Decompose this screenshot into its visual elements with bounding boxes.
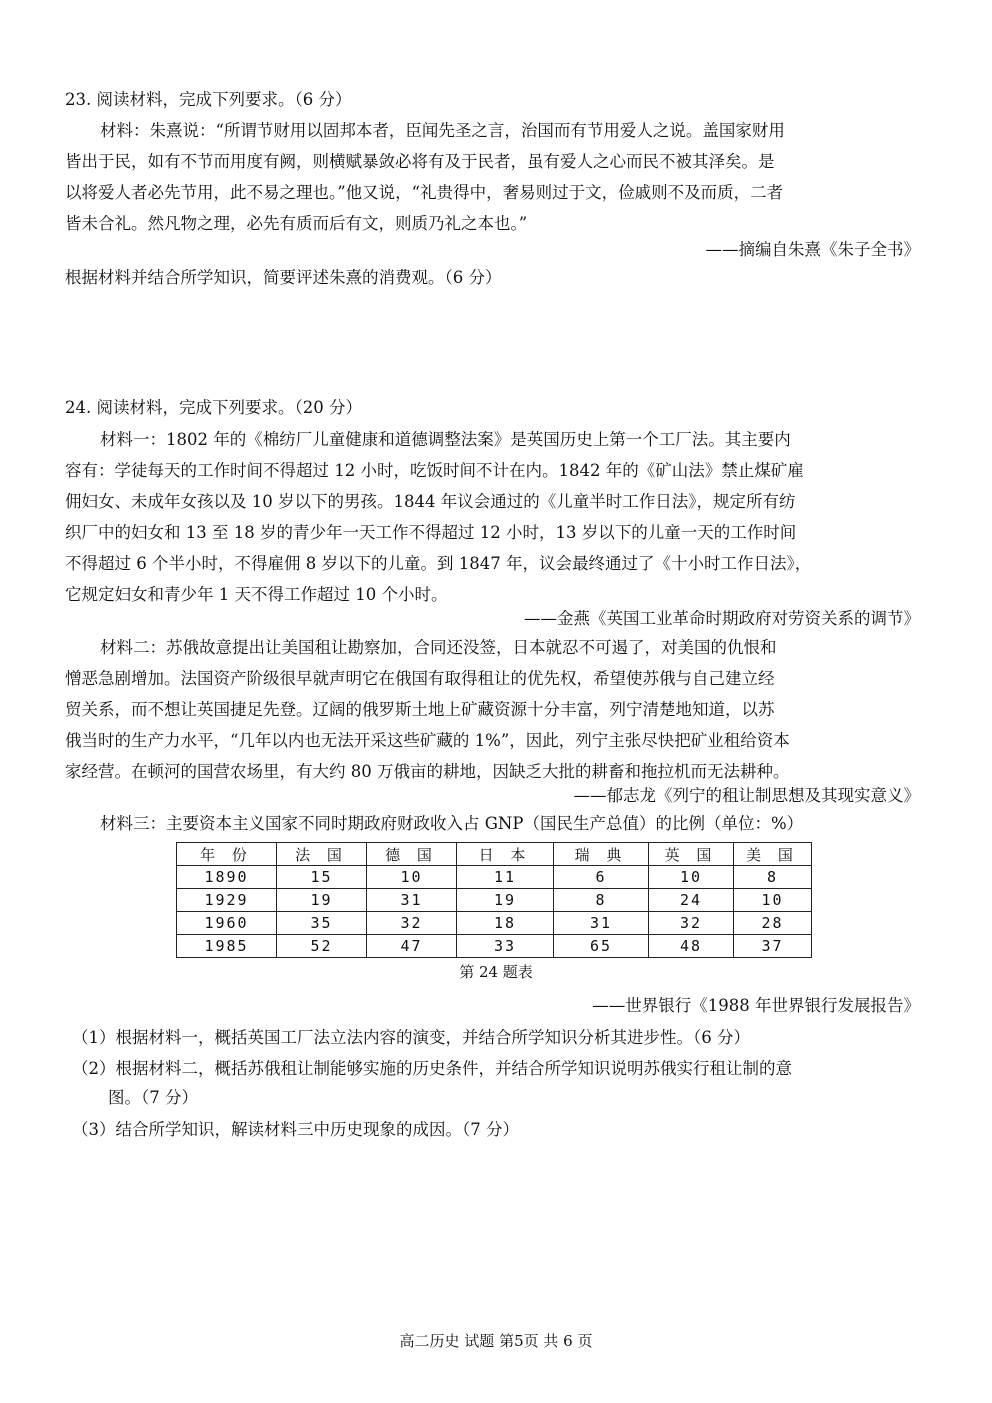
table-cell: 37 <box>734 935 812 958</box>
table-cell: 32 <box>649 912 734 935</box>
table-cell: 19 <box>457 889 554 912</box>
q24-m2-line-4: 俄当时的生产力水平，“几年以内也无法开采这些矿藏的 1%”，因此，列宁主张尽快把矿业租给资本 <box>65 731 790 750</box>
table-row <box>177 912 812 935</box>
table-cell: 33 <box>457 935 554 958</box>
table-cell: 19 <box>277 889 367 912</box>
q24-sub-question-3: （3）结合所学知识，解读材料三中历史现象的成因。（7 分） <box>72 1120 519 1139</box>
table-cell: 28 <box>734 912 812 935</box>
table-cell: 11 <box>457 866 554 889</box>
q24-m1-line-3: 佣妇女、未成年女孩以及 10 岁以下的男孩。1844 年议会通过的《儿童半时工作日法》，规定所有纺 <box>65 492 796 511</box>
q24-m1-line-2: 容有：学徒每天的工作时间不得超过 12 小时，吃饭时间不计在内。1842 年的《矿山法》禁止煤矿雇 <box>65 461 804 480</box>
header-year: 年 份 <box>177 843 277 866</box>
header-sweden: 瑞 典 <box>554 843 649 866</box>
table-cell: 65 <box>554 935 649 958</box>
header-germany: 德 国 <box>367 843 457 866</box>
q24-m3-intro: 材料三：主要资本主义国家不同时期政府财政收入占 GNP（国民生产总值）的比例（单位：%） <box>100 814 804 833</box>
gnp-ratio-table <box>176 842 812 958</box>
table-cell: 6 <box>554 866 649 889</box>
table-cell: 1890 <box>177 866 277 889</box>
q24-m1-line-6: 它规定妇女和青少年 1 天不得工作超过 10 个小时。 <box>65 585 448 604</box>
table-row <box>177 889 812 912</box>
q24-sub-question-2a: （2）根据材料二，概括苏俄租让制能够实施的历史条件，并结合所学知识说明苏俄实行租让制的意 <box>72 1059 792 1078</box>
q23-material-line-1: 材料：朱熹说：“所谓节财用以固邦本者，臣闻先圣之言，治国而有节用爱人之说。盖国家财用 <box>100 121 785 140</box>
header-usa: 美 国 <box>734 843 812 866</box>
table-cell: 8 <box>554 889 649 912</box>
table-cell: 15 <box>277 866 367 889</box>
page-footer: 高二历史 试题 第5页 共 6 页 <box>399 1332 593 1350</box>
table-cell: 52 <box>277 935 367 958</box>
q24-m1-line-5: 不得超过 6 个半小时，不得雇佣 8 岁以下的儿童。到 1847 年，议会最终通过了《十小时工作日法》， <box>65 554 812 573</box>
table-cell: 32 <box>367 912 457 935</box>
table-row <box>177 935 812 958</box>
header-uk: 英 国 <box>649 843 734 866</box>
table-cell: 48 <box>649 935 734 958</box>
header-france: 法 国 <box>277 843 367 866</box>
q24-m1-source: ——金燕《英国工业革命时期政府对劳资关系的调节》 <box>524 609 920 628</box>
q24-m3-source: ——世界银行《1988 年世界银行发展报告》 <box>592 996 920 1015</box>
q23-title: 23. 阅读材料，完成下列要求。（6 分） <box>65 90 352 109</box>
q24-title: 24. 阅读材料，完成下列要求。（20 分） <box>65 398 362 417</box>
table-cell: 35 <box>277 912 367 935</box>
table-cell: 10 <box>734 889 812 912</box>
table-cell: 10 <box>367 866 457 889</box>
header-japan: 日 本 <box>457 843 554 866</box>
q24-m2-line-2: 憎恶急剧增加。法国资产阶级很早就声明它在俄国有取得租让的优先权，希望使苏俄与自己建立经 <box>65 669 775 688</box>
q24-m2-line-5: 家经营。在顿河的国营农场里，有大约 80 万俄亩的耕地，因缺乏大批的耕畜和拖拉机而无法耕种。 <box>65 762 790 781</box>
q24-sub-question-2b: 图。（7 分） <box>108 1088 198 1107</box>
table-header-row <box>177 843 812 866</box>
q23-material-line-2: 皆出于民，如有不节而用度有阙，则横赋暴敛必将有及于民者，虽有爱人之心而民不被其泽矣。是 <box>65 152 775 171</box>
q24-m2-line-1: 材料二：苏俄故意提出让美国租让勘察加，合同还没签，日本就忍不可遏了，对美国的仇恨和 <box>100 638 777 657</box>
table-cell: 1929 <box>177 889 277 912</box>
table-caption: 第 24 题表 <box>459 963 533 981</box>
q23-material-line-3: 以将爱人者必先节用，此不易之理也。”他又说，“礼贵得中，奢易则过于文，俭戚则不及而质，二者 <box>65 183 784 202</box>
q24-m2-line-3: 贸关系，而不想让英国捷足先登。辽阔的俄罗斯土地上矿藏资源十分丰富，列宁清楚地知道，以苏 <box>65 700 775 719</box>
q23-question: 根据材料并结合所学知识，简要评述朱熹的消费观。（6 分） <box>65 268 502 287</box>
table-row <box>177 866 812 889</box>
table-cell: 18 <box>457 912 554 935</box>
table-cell: 31 <box>367 889 457 912</box>
table-cell: 10 <box>649 866 734 889</box>
table-cell: 1985 <box>177 935 277 958</box>
q23-source: ——摘编自朱熹《朱子全书》 <box>705 240 920 259</box>
q24-m1-line-4: 织厂中的妇女和 13 至 18 岁的青少年一天工作不得超过 12 小时，13 岁以下的儿童一天的工作时间 <box>65 523 797 542</box>
table-cell: 1960 <box>177 912 277 935</box>
q24-m2-source: ——郁志龙《列宁的租让制思想及其现实意义》 <box>573 786 920 805</box>
table-cell: 24 <box>649 889 734 912</box>
table-cell: 8 <box>734 866 812 889</box>
table-cell: 47 <box>367 935 457 958</box>
q24-sub-question-1: （1）根据材料一，概括英国工厂法立法内容的演变，并结合所学知识分析其进步性。（6 分） <box>72 1028 750 1047</box>
q24-m1-line-1: 材料一：1802 年的《棉纺厂儿童健康和道德调整法案》是英国历史上第一个工厂法。其主要内 <box>100 430 791 449</box>
q23-material-line-4: 皆未合礼。然凡物之理，必先有质而后有文，则质乃礼之本也。” <box>65 214 528 233</box>
table-cell: 31 <box>554 912 649 935</box>
